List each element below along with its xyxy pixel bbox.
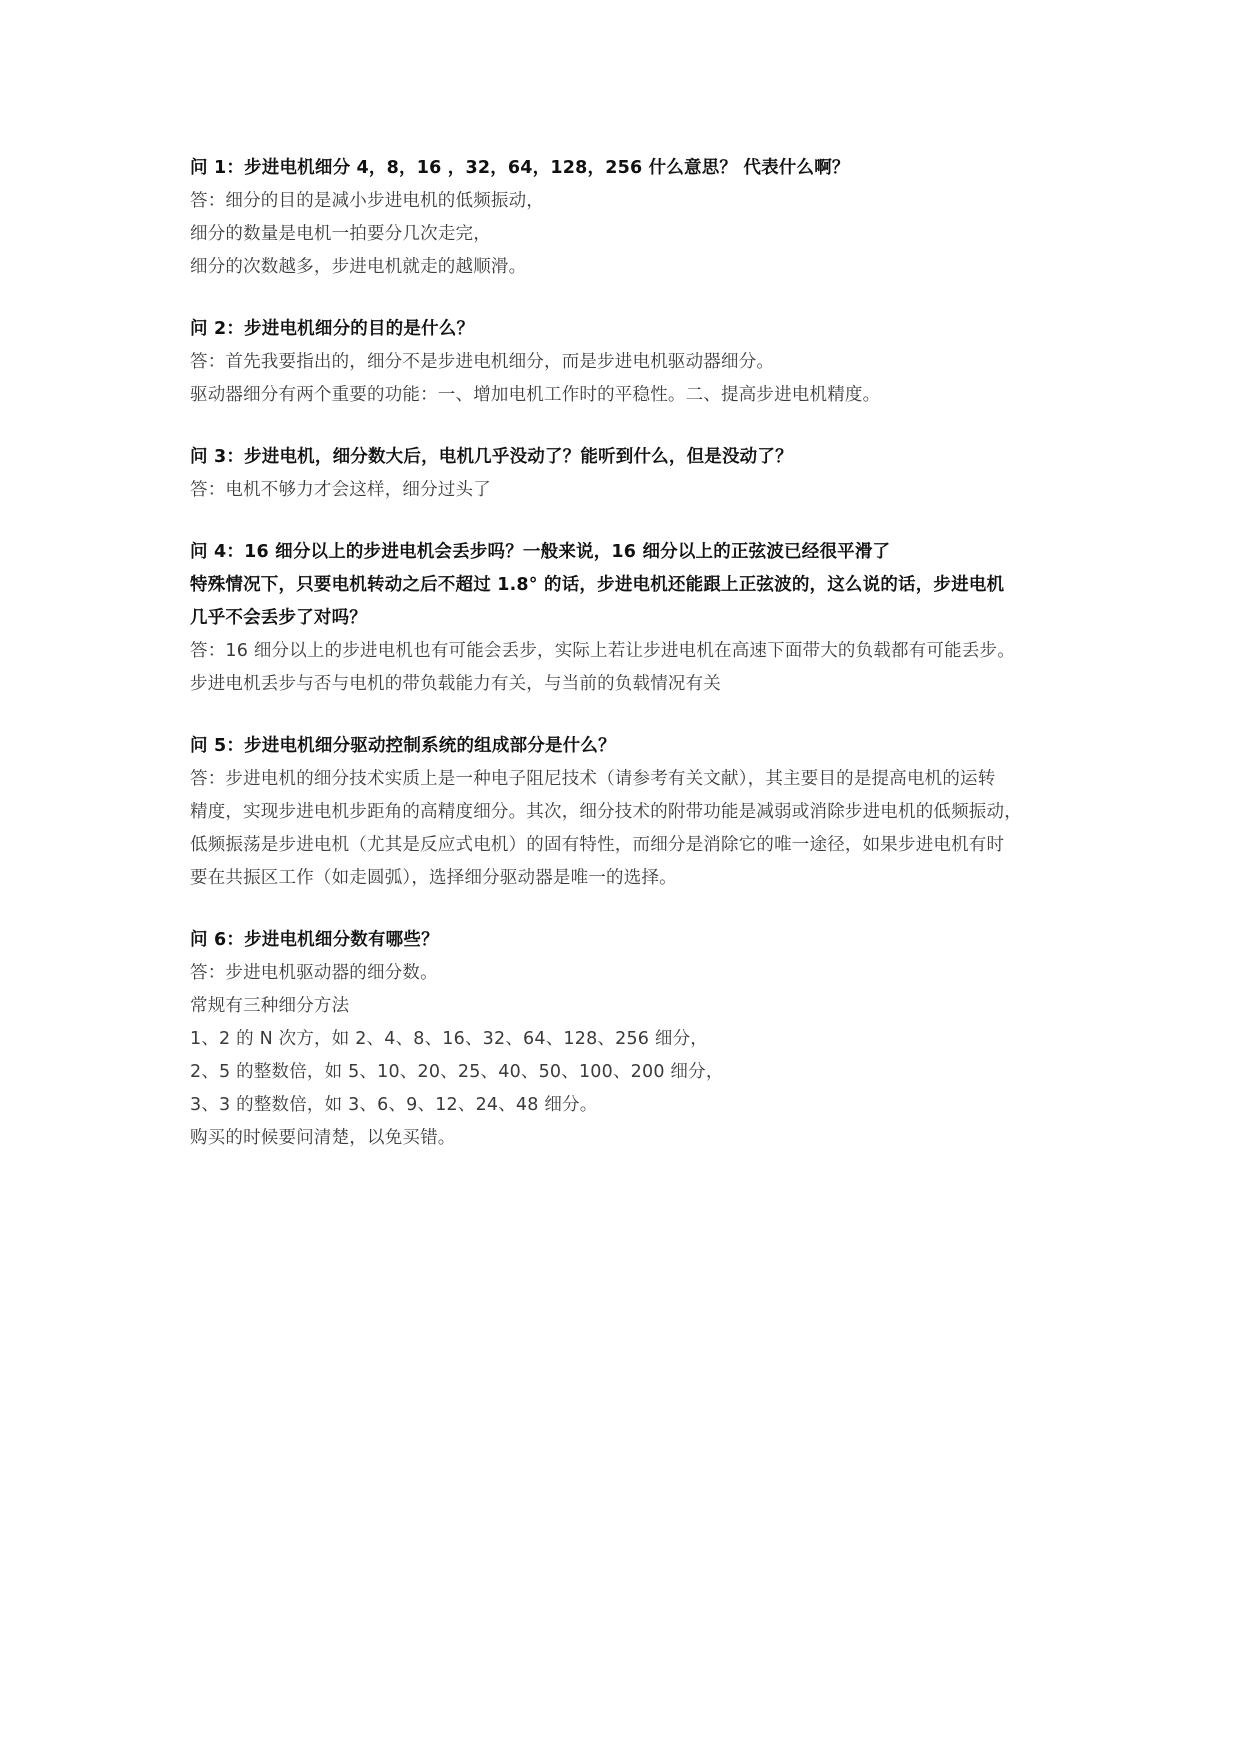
answer-line: 答：电机不够力才会这样，细分过头了 xyxy=(190,480,491,500)
answer-line: 2、5 的整数倍，如 5、10、20、25、40、50、100、200 细分， xyxy=(190,1062,724,1082)
answer-line: 细分的次数越多，步进电机就走的越顺滑。 xyxy=(190,257,527,277)
question-1 xyxy=(190,152,1070,185)
question-5 xyxy=(190,730,1070,763)
answer-line: 步进电机丢步与否与电机的带负载能力有关，与当前的负载情况有关 xyxy=(190,674,721,694)
question-line: 几乎不会丢步了对吗？ xyxy=(190,608,367,628)
answer-line: 驱动器细分有两个重要的功能：一、增加电机工作时的平稳性。二、提高步进电机精度。 xyxy=(190,385,881,405)
answer-line: 低频振荡是步进电机（尤其是反应式电机）的固有特性，而细分是消除它的唯一途径，如果步进电机有时 xyxy=(190,835,1005,855)
qa-block-2 xyxy=(190,313,1070,412)
answer-1 xyxy=(190,185,1070,284)
answer-5 xyxy=(190,763,1070,895)
answer-line: 细分的数量是电机一拍要分几次走完， xyxy=(190,224,491,244)
qa-block-6 xyxy=(190,924,1070,1155)
question-6 xyxy=(190,924,1070,957)
answer-line: 1、2 的 N 次方，如 2、4、8、16、32、64、128、256 细分， xyxy=(190,1029,708,1049)
answer-line: 3、3 的整数倍，如 3、6、9、12、24、48 细分。 xyxy=(190,1095,598,1115)
question-line: 问 3：步进电机，细分数大后，电机几乎没动了？能听到什么，但是没动了？ xyxy=(190,447,793,467)
answer-4 xyxy=(190,635,1070,701)
answer-line: 精度，实现步进电机步距角的高精度细分。其次，细分技术的附带功能是减弱或消除步进电机的低频振动， xyxy=(190,802,1022,822)
answer-line: 购买的时候要问清楚，以免买错。 xyxy=(190,1128,456,1148)
question-line: 问 2：步进电机细分的目的是什么？ xyxy=(190,319,475,339)
answer-line: 答：首先我要指出的，细分不是步进电机细分，而是步进电机驱动器细分。 xyxy=(190,352,775,372)
question-line: 特殊情况下，只要电机转动之后不超过 1.8° 的话，步进电机还能跟上正弦波的，这么说的话，步进电机 xyxy=(190,575,1005,595)
question-line: 问 6：步进电机细分数有哪些？ xyxy=(190,930,439,950)
answer-line: 答：步进电机的细分技术实质上是一种电子阻尼技术（请参考有关文献），其主要目的是提高电机的运转 xyxy=(190,769,996,789)
answer-line: 答：步进电机驱动器的细分数。 xyxy=(190,963,438,983)
question-line: 问 4：16 细分以上的步进电机会丢步吗？一般来说，16 细分以上的正弦波已经很平滑了 xyxy=(190,542,891,562)
qa-block-3 xyxy=(190,441,1070,507)
question-3 xyxy=(190,441,1070,474)
answer-line: 要在共振区工作（如走圆弧），选择细分驱动器是唯一的选择。 xyxy=(190,868,677,888)
answer-6 xyxy=(190,957,1070,1155)
question-line: 问 1：步进电机细分 4，8，16 ，32，64，128，256 什么意思？ 代表什么啊？ xyxy=(190,158,850,178)
question-line: 问 5：步进电机细分驱动控制系统的组成部分是什么？ xyxy=(190,736,616,756)
question-4 xyxy=(190,536,1070,635)
qa-block-5 xyxy=(190,730,1070,895)
answer-line: 常规有三种细分方法 xyxy=(190,996,350,1016)
answer-line: 答：16 细分以上的步进电机也有可能会丢步，实际上若让步进电机在高速下面带大的负载都有可能丢步。 xyxy=(190,641,1015,661)
question-2 xyxy=(190,313,1070,346)
answer-3 xyxy=(190,474,1070,507)
qa-block-1 xyxy=(190,152,1070,284)
answer-line: 答：细分的目的是减小步进电机的低频振动， xyxy=(190,191,544,211)
document-page xyxy=(190,152,1070,1184)
qa-block-4 xyxy=(190,536,1070,701)
answer-2 xyxy=(190,346,1070,412)
